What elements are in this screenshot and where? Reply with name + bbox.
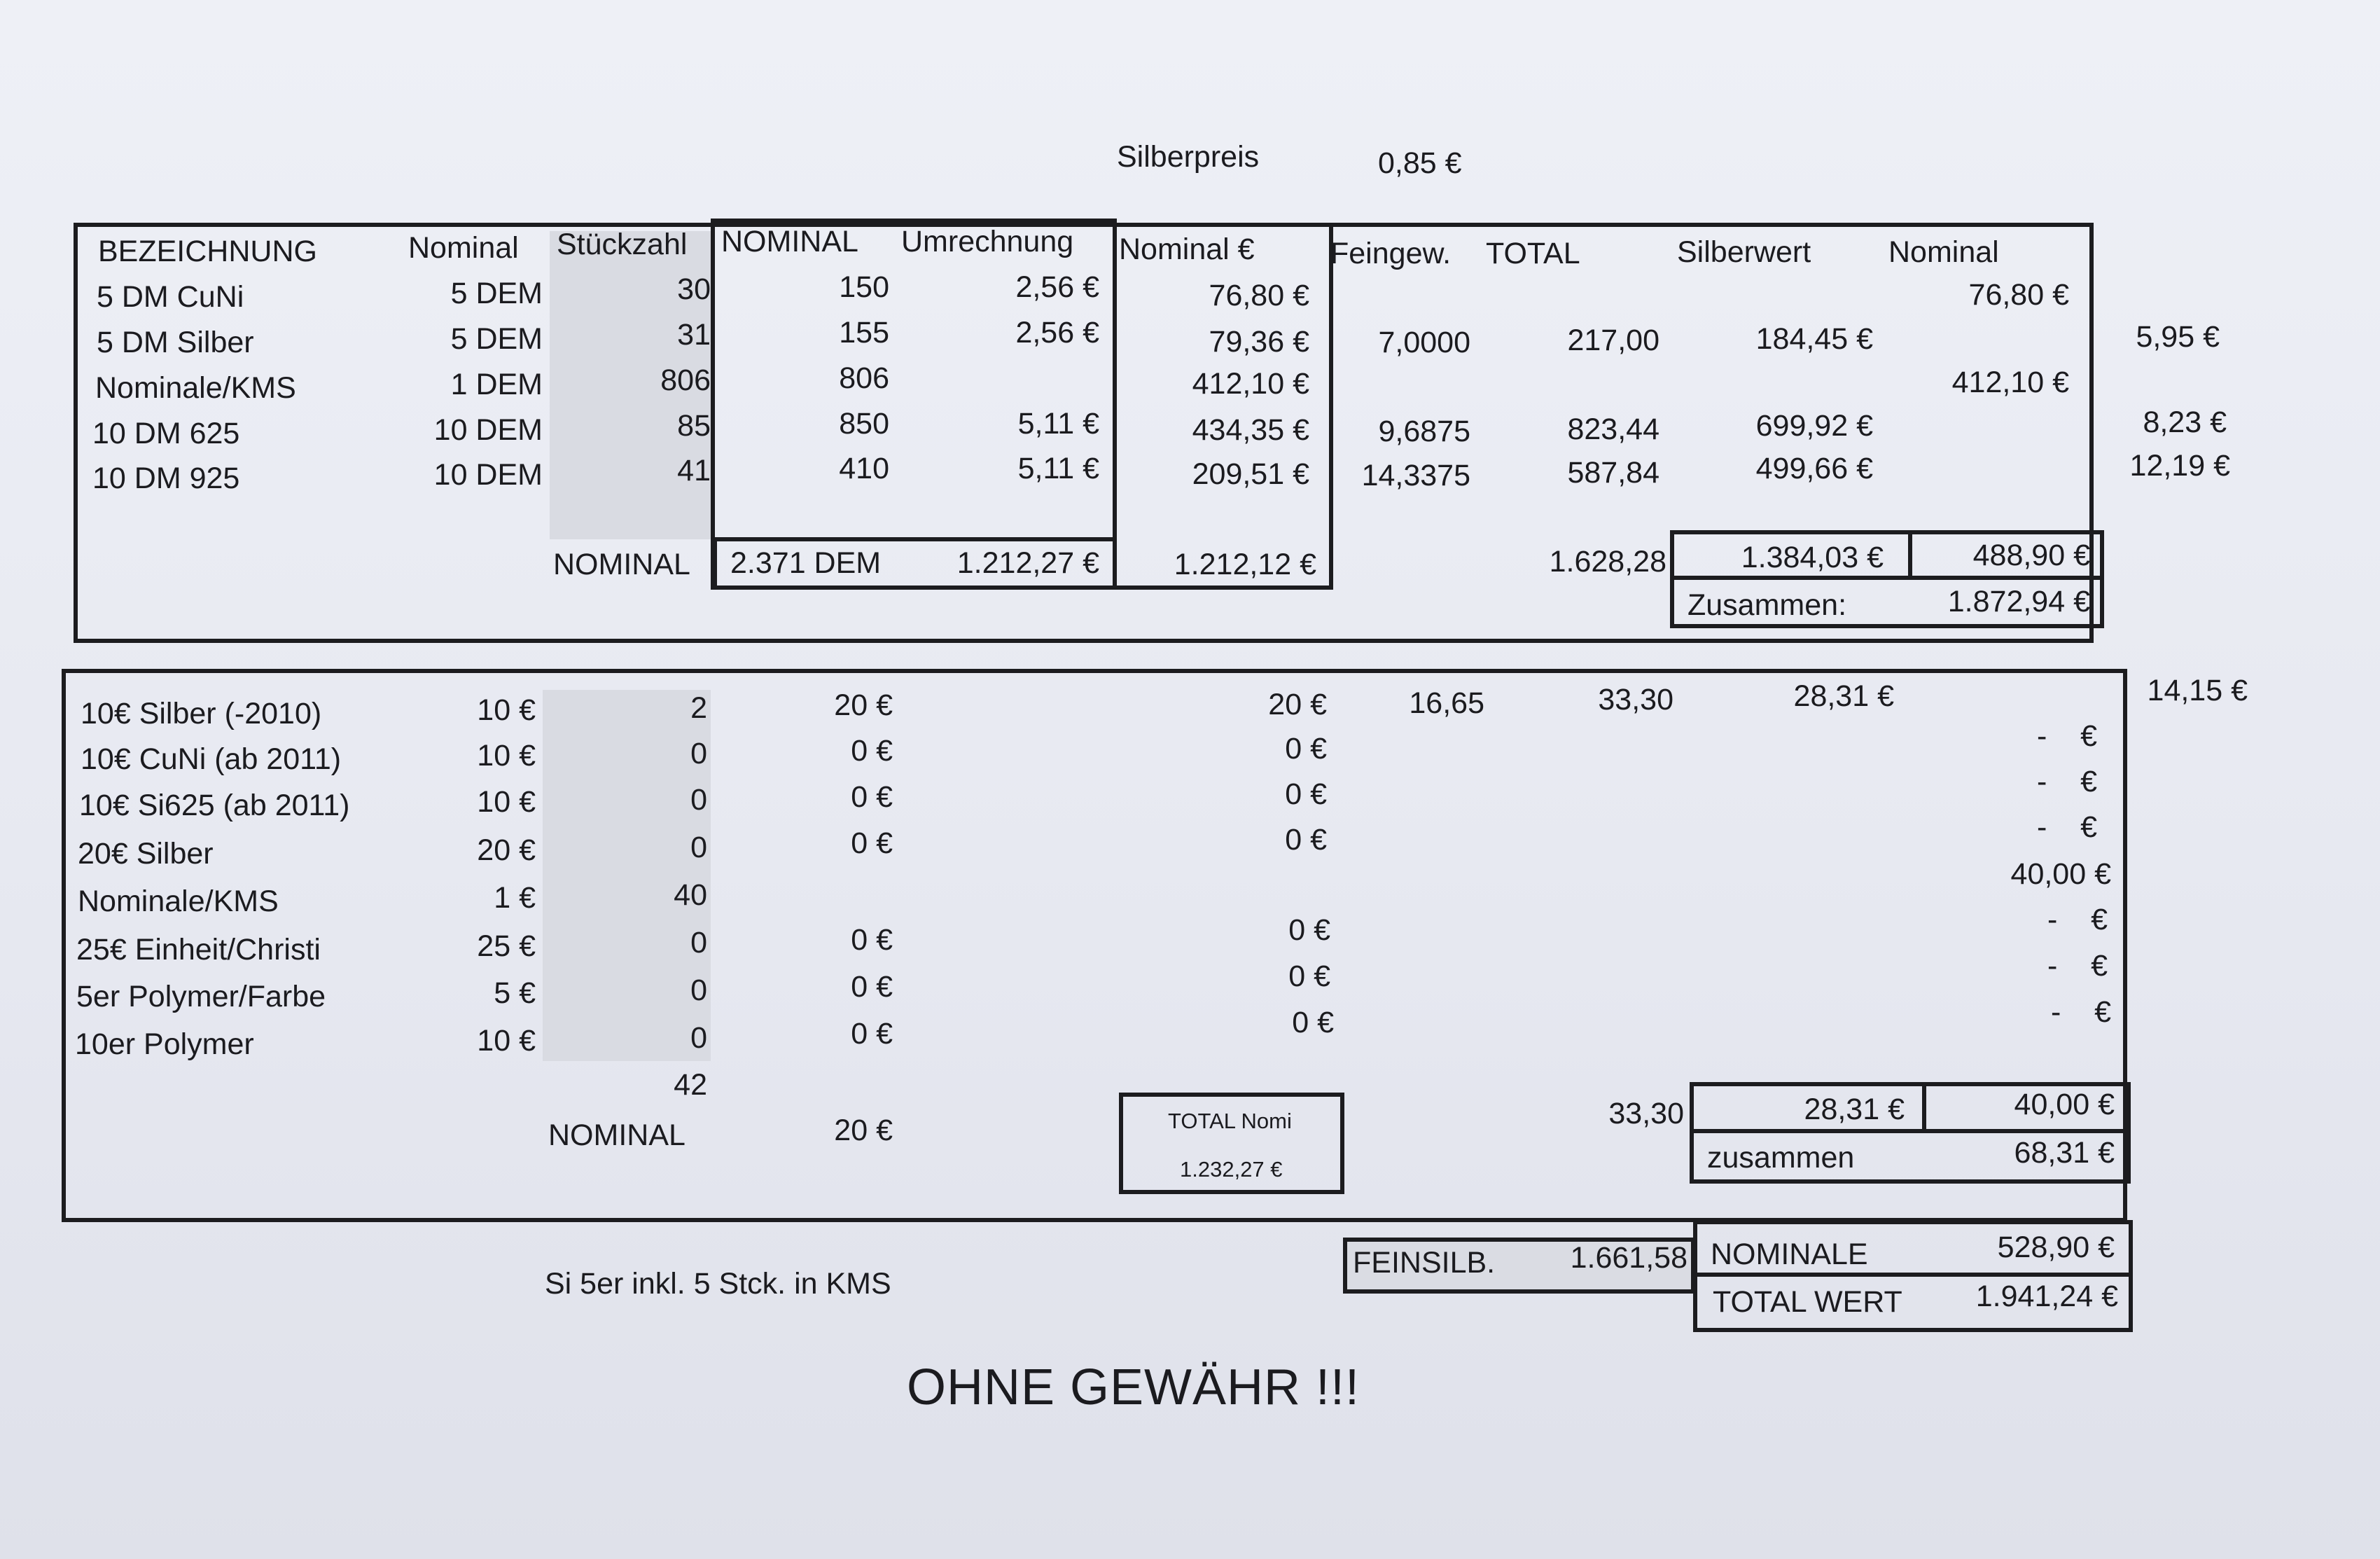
dm-row-silberwert: 699,92 € bbox=[1755, 409, 1873, 443]
dm-total-dem: 2.371 DEM bbox=[730, 546, 882, 580]
eur-row-count: 0 bbox=[690, 831, 707, 864]
eur-row-count: 0 bbox=[690, 926, 707, 959]
dm-row-nominal-total: 155 bbox=[839, 316, 889, 349]
dm-row-total: 587,84 bbox=[1567, 456, 1659, 490]
eur-row-nominal: 10 € bbox=[477, 785, 536, 819]
eur-row-nominal-r: - € bbox=[2036, 719, 2097, 753]
header-total: TOTAL bbox=[1486, 237, 1580, 270]
eur-row-nominal-total: 0 € bbox=[851, 1017, 893, 1051]
dm-total-nominal-eur: 1.212,12 € bbox=[1174, 548, 1316, 581]
nominale-value: 528,90 € bbox=[1997, 1231, 2115, 1264]
eur-row-nominal-r: - € bbox=[2047, 903, 2108, 936]
dm-row-count: 41 bbox=[677, 454, 711, 487]
eur-row-name: 25€ Einheit/Christi bbox=[76, 933, 321, 966]
eur-zusammen-label: zusammen bbox=[1707, 1141, 1855, 1175]
eur-row-nominal: 1 € bbox=[494, 881, 536, 915]
eur-row-name: 5er Polymer/Farbe bbox=[76, 980, 326, 1013]
eur-row-name: 10€ CuNi (ab 2011) bbox=[81, 742, 342, 776]
header-umrechnung: Umrechnung bbox=[901, 225, 1074, 258]
eur-row-nominal: 25 € bbox=[477, 929, 536, 963]
dm-nominal-label: NOMINAL bbox=[553, 548, 690, 581]
total-nomi-value: 1.232,27 € bbox=[1180, 1157, 1283, 1182]
eur-count-total: 42 bbox=[674, 1068, 707, 1102]
dm-row-total: 217,00 bbox=[1567, 324, 1659, 357]
dm-row-umrechnung: 2,56 € bbox=[1015, 316, 1099, 349]
eur-row-count: 0 bbox=[690, 737, 707, 770]
dm-row-nominal-total: 850 bbox=[839, 407, 889, 441]
eur-row-nominal-eur: 0 € bbox=[1288, 959, 1330, 993]
header-nominal: Nominal bbox=[408, 231, 519, 265]
eur-row-nominal: 5 € bbox=[494, 976, 536, 1010]
eur-silber-box-vdivider bbox=[1922, 1082, 1926, 1131]
dm-row-nominal-eur: 79,36 € bbox=[1209, 325, 1309, 359]
total-wert-label: TOTAL WERT bbox=[1713, 1285, 1902, 1319]
dm-row-count: 85 bbox=[677, 409, 711, 443]
eur-row-nominal-r: - € bbox=[2050, 995, 2111, 1029]
disclaimer-text: OHNE GEWÄHR !!! bbox=[907, 1359, 1361, 1415]
dm-row-nominal-r: 412,10 € bbox=[1951, 366, 2069, 399]
dm-row-name: 10 DM 925 bbox=[92, 462, 240, 495]
eur-row-nominal-total: 0 € bbox=[851, 734, 893, 768]
dm-row-umrechnung: 5,11 € bbox=[1017, 407, 1099, 441]
eur-row-nominal: 10 € bbox=[477, 1024, 536, 1058]
dm-row-nominal-eur: 76,80 € bbox=[1209, 279, 1309, 312]
dm-total-feinsilber: 1.628,28 bbox=[1549, 545, 1666, 578]
dm-row-count: 806 bbox=[660, 363, 711, 397]
dm-silber-box-divider bbox=[1670, 576, 2104, 580]
eur-row-nominal-r: - € bbox=[2036, 810, 2097, 844]
dm-row-silberwert: 184,45 € bbox=[1755, 322, 1873, 356]
silberpreis-value: 0,85 € bbox=[1378, 146, 1462, 180]
summary-box-divider bbox=[1693, 1273, 2133, 1277]
dm-total-eur: 1.212,27 € bbox=[956, 546, 1099, 580]
feinsilb-value: 1.661,58 bbox=[1570, 1241, 1687, 1275]
eur-row-count: 0 bbox=[690, 783, 707, 817]
dm-row-nominal: 1 DEM bbox=[450, 368, 543, 401]
eur-row-nominal-r: - € bbox=[2047, 949, 2108, 983]
dm-row-name: 5 DM Silber bbox=[97, 326, 254, 359]
header-feingew: Feingew. bbox=[1330, 237, 1452, 270]
feinsilb-label: FEINSILB. bbox=[1353, 1246, 1496, 1280]
dm-zusammen-value: 1.872,94 € bbox=[1947, 585, 2090, 618]
dm-row-feingew: 7,0000 bbox=[1378, 326, 1470, 359]
dm-row-name: 10 DM 625 bbox=[92, 417, 240, 450]
eur-silber-box-divider bbox=[1690, 1129, 2131, 1133]
eur-total-silberwert: 28,31 € bbox=[1804, 1093, 1905, 1126]
dm-row-name: Nominale/KMS bbox=[95, 371, 296, 405]
eur-row-nominal-eur: 0 € bbox=[1288, 913, 1330, 947]
dm-nominal-eur-block bbox=[1113, 223, 1333, 590]
eur-row-nominal: 10 € bbox=[477, 739, 536, 772]
header-silberwert: Silberwert bbox=[1677, 235, 1811, 269]
total-wert-value: 1.941,24 € bbox=[1975, 1280, 2118, 1313]
eur-zusammen-value: 68,31 € bbox=[2014, 1136, 2115, 1170]
dm-row-side: 12,19 € bbox=[2129, 449, 2230, 483]
eur-row-nominal-total: 20 € bbox=[834, 688, 893, 722]
dm-row-nominal-r: 76,80 € bbox=[1968, 278, 2069, 312]
dm-row-nominal-total: 150 bbox=[839, 270, 889, 304]
dm-row-nominal: 10 DEM bbox=[433, 458, 543, 492]
eur-row-nominal: 20 € bbox=[477, 833, 536, 867]
eur-total-nominal: 40,00 € bbox=[2014, 1088, 2115, 1121]
silberpreis-label: Silberpreis bbox=[1117, 140, 1260, 174]
eur-row-nominal-total: 0 € bbox=[851, 970, 893, 1004]
total-nomi-label: TOTAL Nomi bbox=[1168, 1109, 1292, 1133]
eur-row-total: 33,30 bbox=[1598, 683, 1673, 716]
eur-row-nominal-total: 0 € bbox=[851, 826, 893, 860]
eur-row-count: 0 bbox=[690, 973, 707, 1007]
dm-row-feingew: 14,3375 bbox=[1361, 459, 1470, 492]
dm-row-nominal: 5 DEM bbox=[450, 322, 543, 356]
dm-row-nominal-eur: 434,35 € bbox=[1192, 413, 1309, 447]
eur-row-count: 2 bbox=[690, 691, 707, 725]
dm-row-nominal-eur: 412,10 € bbox=[1192, 367, 1309, 401]
dm-total-nominal: 488,90 € bbox=[1972, 539, 2090, 572]
eur-nominal-total: 20 € bbox=[834, 1114, 893, 1147]
dm-row-count: 30 bbox=[677, 272, 711, 306]
header-nominal-right: Nominal bbox=[1888, 235, 1999, 269]
eur-row-nominal-eur: 0 € bbox=[1285, 732, 1327, 765]
header-bezeichnung: BEZEICHNUNG bbox=[98, 235, 317, 268]
eur-nominal-label: NOMINAL bbox=[548, 1118, 686, 1152]
dm-zusammen-label: Zusammen: bbox=[1687, 588, 1847, 622]
dm-row-nominal: 10 DEM bbox=[433, 413, 543, 447]
eur-row-nominal-eur: 0 € bbox=[1285, 823, 1327, 857]
eur-row-nominal: 10 € bbox=[477, 693, 536, 727]
eur-row-silberwert: 28,31 € bbox=[1793, 679, 1894, 713]
eur-row-name: Nominale/KMS bbox=[78, 885, 279, 918]
nominale-label: NOMINALE bbox=[1711, 1238, 1868, 1271]
dm-row-umrechnung: 2,56 € bbox=[1015, 270, 1099, 304]
dm-row-side: 5,95 € bbox=[2136, 320, 2220, 354]
dm-row-feingew: 9,6875 bbox=[1378, 415, 1470, 448]
eur-row-name: 10€ Si625 (ab 2011) bbox=[79, 789, 350, 822]
eur-row-nominal-total: 0 € bbox=[851, 923, 893, 957]
eur-total-feinsilber: 33,30 bbox=[1608, 1097, 1684, 1130]
dm-row-nominal-total: 410 bbox=[839, 452, 889, 485]
eur-row-count: 0 bbox=[690, 1021, 707, 1055]
header-nominal-total: NOMINAL bbox=[721, 225, 858, 258]
eur-row-nominal-r: - € bbox=[2036, 765, 2097, 798]
eur-row-name: 10€ Silber (-2010) bbox=[81, 697, 322, 730]
dm-row-umrechnung: 5,11 € bbox=[1017, 452, 1099, 485]
eur-row-name: 20€ Silber bbox=[78, 837, 214, 871]
eur-side-top: 14,15 € bbox=[2147, 674, 2248, 707]
eur-row-nominal-eur: 0 € bbox=[1292, 1006, 1334, 1039]
dm-row-total: 823,44 bbox=[1567, 413, 1659, 446]
eur-row-count: 40 bbox=[674, 878, 707, 912]
eur-row-nominal-eur: 20 € bbox=[1268, 688, 1327, 721]
eur-row-nominal-total: 0 € bbox=[851, 780, 893, 814]
dm-row-nominal-eur: 209,51 € bbox=[1192, 457, 1309, 491]
eur-row-name: 10er Polymer bbox=[75, 1027, 254, 1061]
dm-row-silberwert: 499,66 € bbox=[1755, 452, 1873, 485]
header-stueckzahl: Stückzahl bbox=[557, 228, 688, 261]
eur-row-feingew: 16,65 bbox=[1409, 686, 1484, 720]
dm-row-count: 31 bbox=[677, 318, 711, 352]
note-text: Si 5er inkl. 5 Stck. in KMS bbox=[545, 1267, 891, 1301]
eur-row-nominal-eur: 0 € bbox=[1285, 777, 1327, 811]
eur-row-nominal-r: 40,00 € bbox=[2010, 857, 2111, 891]
dm-row-nominal-total: 806 bbox=[839, 361, 889, 395]
dm-total-silberwert: 1.384,03 € bbox=[1741, 541, 1884, 574]
dm-row-name: 5 DM CuNi bbox=[97, 280, 244, 314]
dm-row-nominal: 5 DEM bbox=[450, 277, 543, 310]
header-nominal-eur: Nominal € bbox=[1119, 233, 1255, 266]
dm-row-side: 8,23 € bbox=[2143, 406, 2227, 439]
